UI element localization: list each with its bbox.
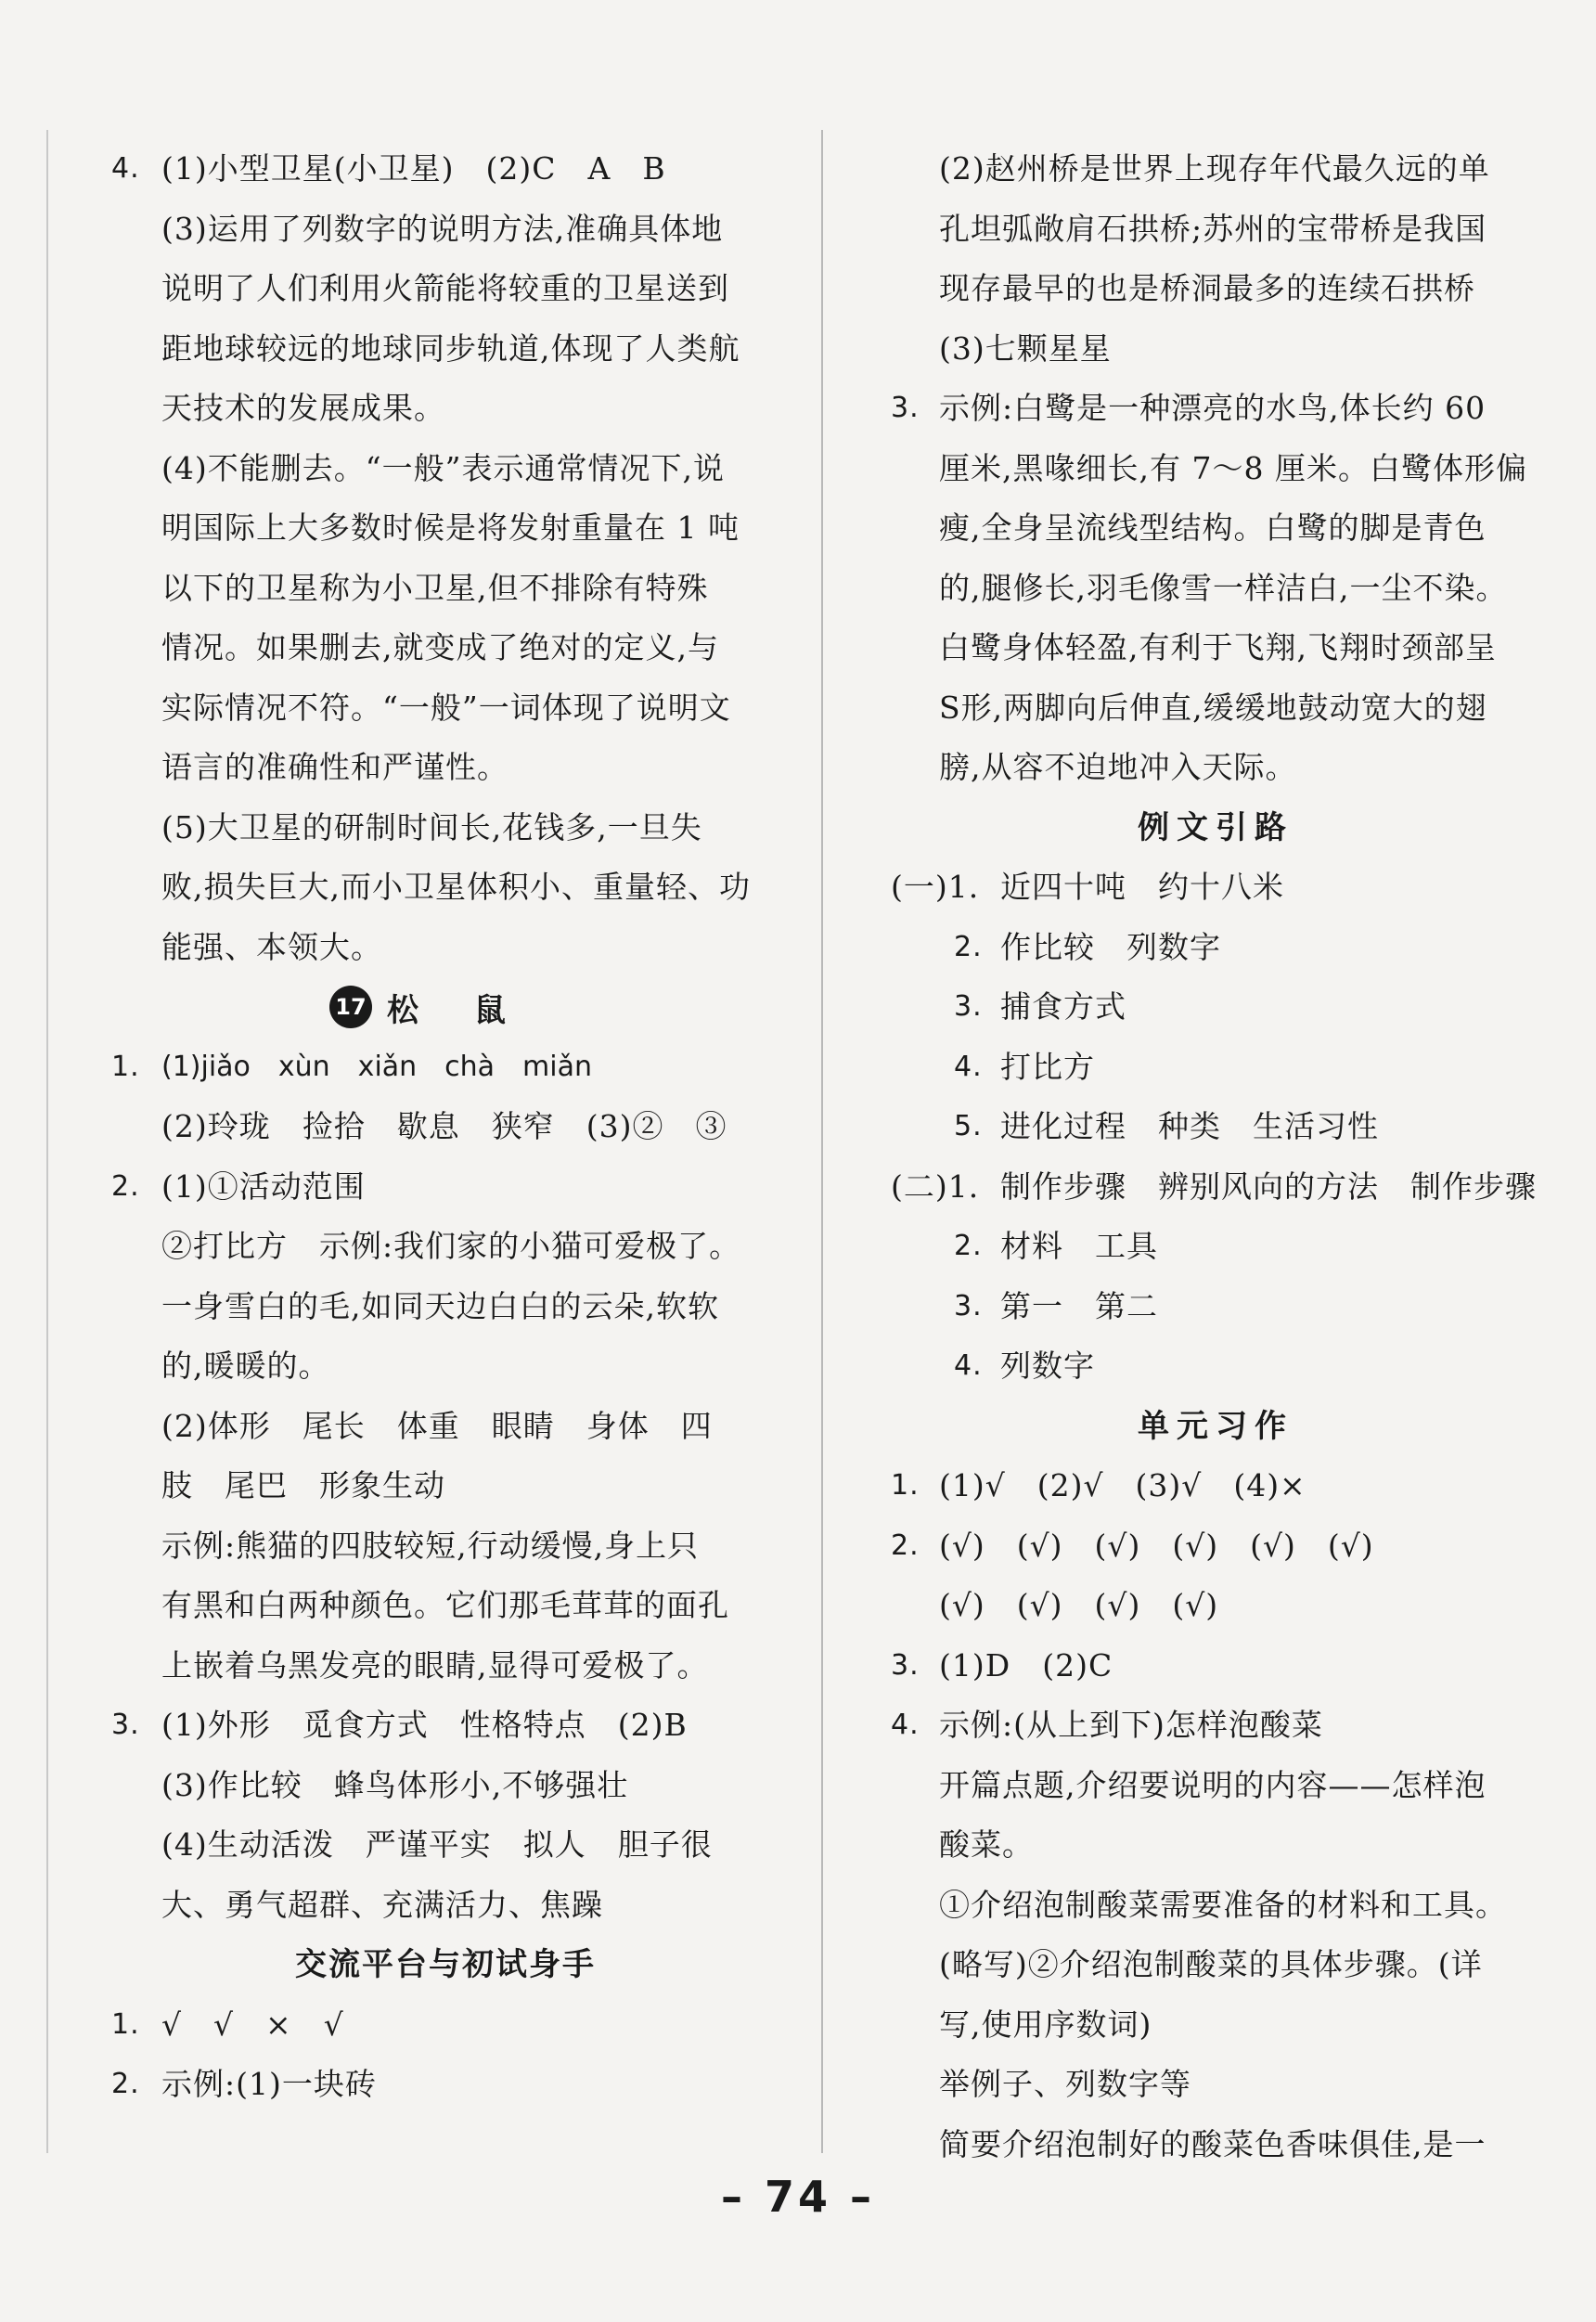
answer-line: 3. 第一 第二 xyxy=(891,1277,1540,1337)
answer-line: 能强、本领大。 xyxy=(161,928,382,965)
answer-line: 以下的卫星称为小卫星,但不排除有特殊 xyxy=(161,569,709,606)
answer-line: 有黑和白两种颜色。它们那毛茸茸的面孔 xyxy=(161,1587,729,1623)
section-heading: 单元习作 xyxy=(1138,1407,1294,1445)
answer-line: 膀,从容不迫地冲入天际。 xyxy=(939,749,1297,785)
answer-line: 4. 列数字 xyxy=(891,1336,1540,1397)
answer-line: 大、勇气超群、充满活力、焦躁 xyxy=(161,1886,603,1923)
question-number: 1. xyxy=(111,2007,140,2041)
answer-line: (4)生动活泼 严谨平实 拟人 胆子很 xyxy=(161,1826,713,1863)
answer-line: 5. 进化过程 种类 生活习性 xyxy=(891,1097,1540,1157)
answer-line: 简要介绍泡制好的酸菜色香味俱佳,是一 xyxy=(939,2125,1487,2162)
answer-line: 2. 作比较 列数字 xyxy=(891,918,1540,978)
group-label: (一)1. xyxy=(891,869,980,905)
question-number: 2. xyxy=(954,1230,983,1262)
answer-line: 示例:熊猫的四肢较短,行动缓慢,身上只 xyxy=(161,1527,700,1564)
answer-line: 3. 示例:白鹭是一种漂亮的水鸟,体长约 60 xyxy=(891,379,1540,439)
question-number: 3. xyxy=(954,990,983,1023)
answer-line: 2. 示例:(1)一块砖 xyxy=(111,2055,779,2115)
answer-line: 败,损失巨大,而小卫星体积小、重量轻、功 xyxy=(161,869,751,905)
answer-line: 4. (1)小型卫星(小卫星) (2)C A B xyxy=(111,139,779,200)
answer-line: (2)玲珑 捡拾 歇息 狭窄 (3)② ③ xyxy=(161,1108,727,1144)
answer-line: (一)1. 近四十吨 约十八米 xyxy=(891,858,1540,918)
answer-line: 情况。如果删去,就变成了绝对的定义,与 xyxy=(161,629,719,665)
pinyin-answer: (1)jiǎo xùn xiǎn chà miǎn xyxy=(161,1050,593,1083)
answer-line: 1. √ √ × √ xyxy=(111,1995,779,2056)
answer-line: 的,暖暖的。 xyxy=(161,1348,330,1384)
question-number: 3. xyxy=(891,1648,920,1682)
answer-line: (2)赵州桥是世界上现存年代最久远的单 xyxy=(939,150,1490,187)
answer-line: 开篇点题,介绍要说明的内容——怎样泡 xyxy=(939,1766,1487,1803)
answer-line: 举例子、列数字等 xyxy=(939,2066,1191,2102)
answer-line: (√) (√) (√) (√) xyxy=(939,1587,1219,1623)
column-divider xyxy=(821,130,823,2153)
question-number: 4. xyxy=(954,1349,983,1382)
answer-line xyxy=(111,1038,779,1098)
answer-line: 明国际上大多数时候是将发射重量在 1 吨 xyxy=(161,510,740,546)
answer-line: (4)不能删去。“一般”表示通常情况下,说 xyxy=(161,449,725,486)
answer-line: 语言的准确性和严谨性。 xyxy=(161,749,508,785)
answer-line: 的,腿修长,羽毛像雪一样洁白,一尘不染。 xyxy=(939,569,1508,606)
answer-line: 3. 捕食方式 xyxy=(891,977,1540,1038)
answer-line: 3. (1)外形 觅食方式 性格特点 (2)B xyxy=(111,1696,779,1756)
page-edge-line xyxy=(46,130,48,2153)
answer-line: 1. (1)√ (2)√ (3)√ (4)× xyxy=(891,1456,1540,1516)
left-column xyxy=(111,139,779,2115)
answer-line: 2. (1)①活动范围 xyxy=(111,1157,779,1218)
answer-line: 白鹭身体轻盈,有利于飞翔,飞翔时颈部呈 xyxy=(939,629,1497,665)
right-column xyxy=(891,139,1540,2174)
answer-line: 4. 打比方 xyxy=(891,1038,1540,1098)
question-number: 4. xyxy=(111,152,140,185)
answer-line: 距地球较远的地球同步轨道,体现了人类航 xyxy=(161,329,740,367)
question-number: 3. xyxy=(111,1709,140,1741)
question-number: 2. xyxy=(111,2068,140,2100)
answer-line: 一身雪白的毛,如同天边白白的云朵,软软 xyxy=(161,1287,719,1324)
question-number: 3. xyxy=(891,392,920,424)
answer-line: 写,使用序数词) xyxy=(939,2006,1152,2043)
lesson-title: 松鼠 xyxy=(387,991,561,1029)
answer-line: (二)1. 制作步骤 辨别风向的方法 制作步骤 xyxy=(891,1157,1540,1218)
group-label: (二)1. xyxy=(891,1167,980,1205)
answer-line: ②打比方 示例:我们家的小猫可爱极了。 xyxy=(161,1228,741,1264)
section-heading: 例文引路 xyxy=(1138,808,1294,846)
answer-line: (3)七颗星星 xyxy=(939,329,1112,367)
answer-line: 2. 材料 工具 xyxy=(891,1217,1540,1277)
answer-line: 酸菜。 xyxy=(939,1826,1034,1863)
answer-line: (略写)②介绍泡制酸菜的具体步骤。(详 xyxy=(939,1946,1483,1982)
question-number: 1. xyxy=(111,1050,140,1083)
question-number: 2. xyxy=(954,930,983,963)
answer-line: 上嵌着乌黑发亮的眼睛,显得可爱极了。 xyxy=(161,1646,709,1683)
answer-line: 实际情况不符。“一般”一词体现了说明文 xyxy=(161,689,731,726)
answer-line: (3)作比较 蜂鸟体形小,不够强壮 xyxy=(161,1766,629,1803)
question-number: 4. xyxy=(954,1050,983,1083)
question-number: 2. xyxy=(111,1169,140,1203)
answer-line: 天技术的发展成果。 xyxy=(161,390,445,426)
answer-line: ①介绍泡制酸菜需要准备的材料和工具。 xyxy=(939,1886,1507,1923)
page-number: – 74 – xyxy=(720,2172,876,2222)
question-number: 5. xyxy=(954,1110,983,1142)
question-number: 4. xyxy=(891,1709,920,1741)
answer-line: 孔坦弧敞肩石拱桥;苏州的宝带桥是我国 xyxy=(939,210,1487,247)
answer-line: 3. (1)D (2)C xyxy=(891,1636,1540,1696)
answer-line: 肢 尾巴 形象生动 xyxy=(161,1467,445,1503)
section-heading: 交流平台与初试身手 xyxy=(295,1946,596,1983)
answer-line: 4. 示例:(从上到下)怎样泡酸菜 xyxy=(891,1696,1540,1756)
answer-line: 2. (√) (√) (√) (√) (√) (√) xyxy=(891,1516,1540,1577)
answer-line: (2)体形 尾长 体重 眼睛 身体 四 xyxy=(161,1407,713,1444)
answer-line: 现存最早的也是桥洞最多的连续石拱桥 xyxy=(939,270,1475,306)
lesson-number-badge: 17 xyxy=(329,986,372,1028)
answer-line: (3)运用了列数字的说明方法,准确具体地 xyxy=(161,210,724,247)
lesson-heading xyxy=(111,977,779,1038)
question-number: 3. xyxy=(954,1289,983,1322)
answer-line: S形,两脚向后伸直,缓缓地鼓动宽大的翅 xyxy=(939,689,1487,726)
question-number: 2. xyxy=(891,1529,920,1562)
question-number: 1. xyxy=(891,1469,920,1502)
answer-line: 厘米,黑喙细长,有 7～8 厘米。白鹭体形偏 xyxy=(939,449,1527,486)
answer-line: (5)大卫星的研制时间长,花钱多,一旦失 xyxy=(161,808,702,845)
answer-line: 瘦,全身呈流线型结构。白鹭的脚是青色 xyxy=(939,510,1487,546)
answer-line: 说明了人们利用火箭能将较重的卫星送到 xyxy=(161,270,729,306)
